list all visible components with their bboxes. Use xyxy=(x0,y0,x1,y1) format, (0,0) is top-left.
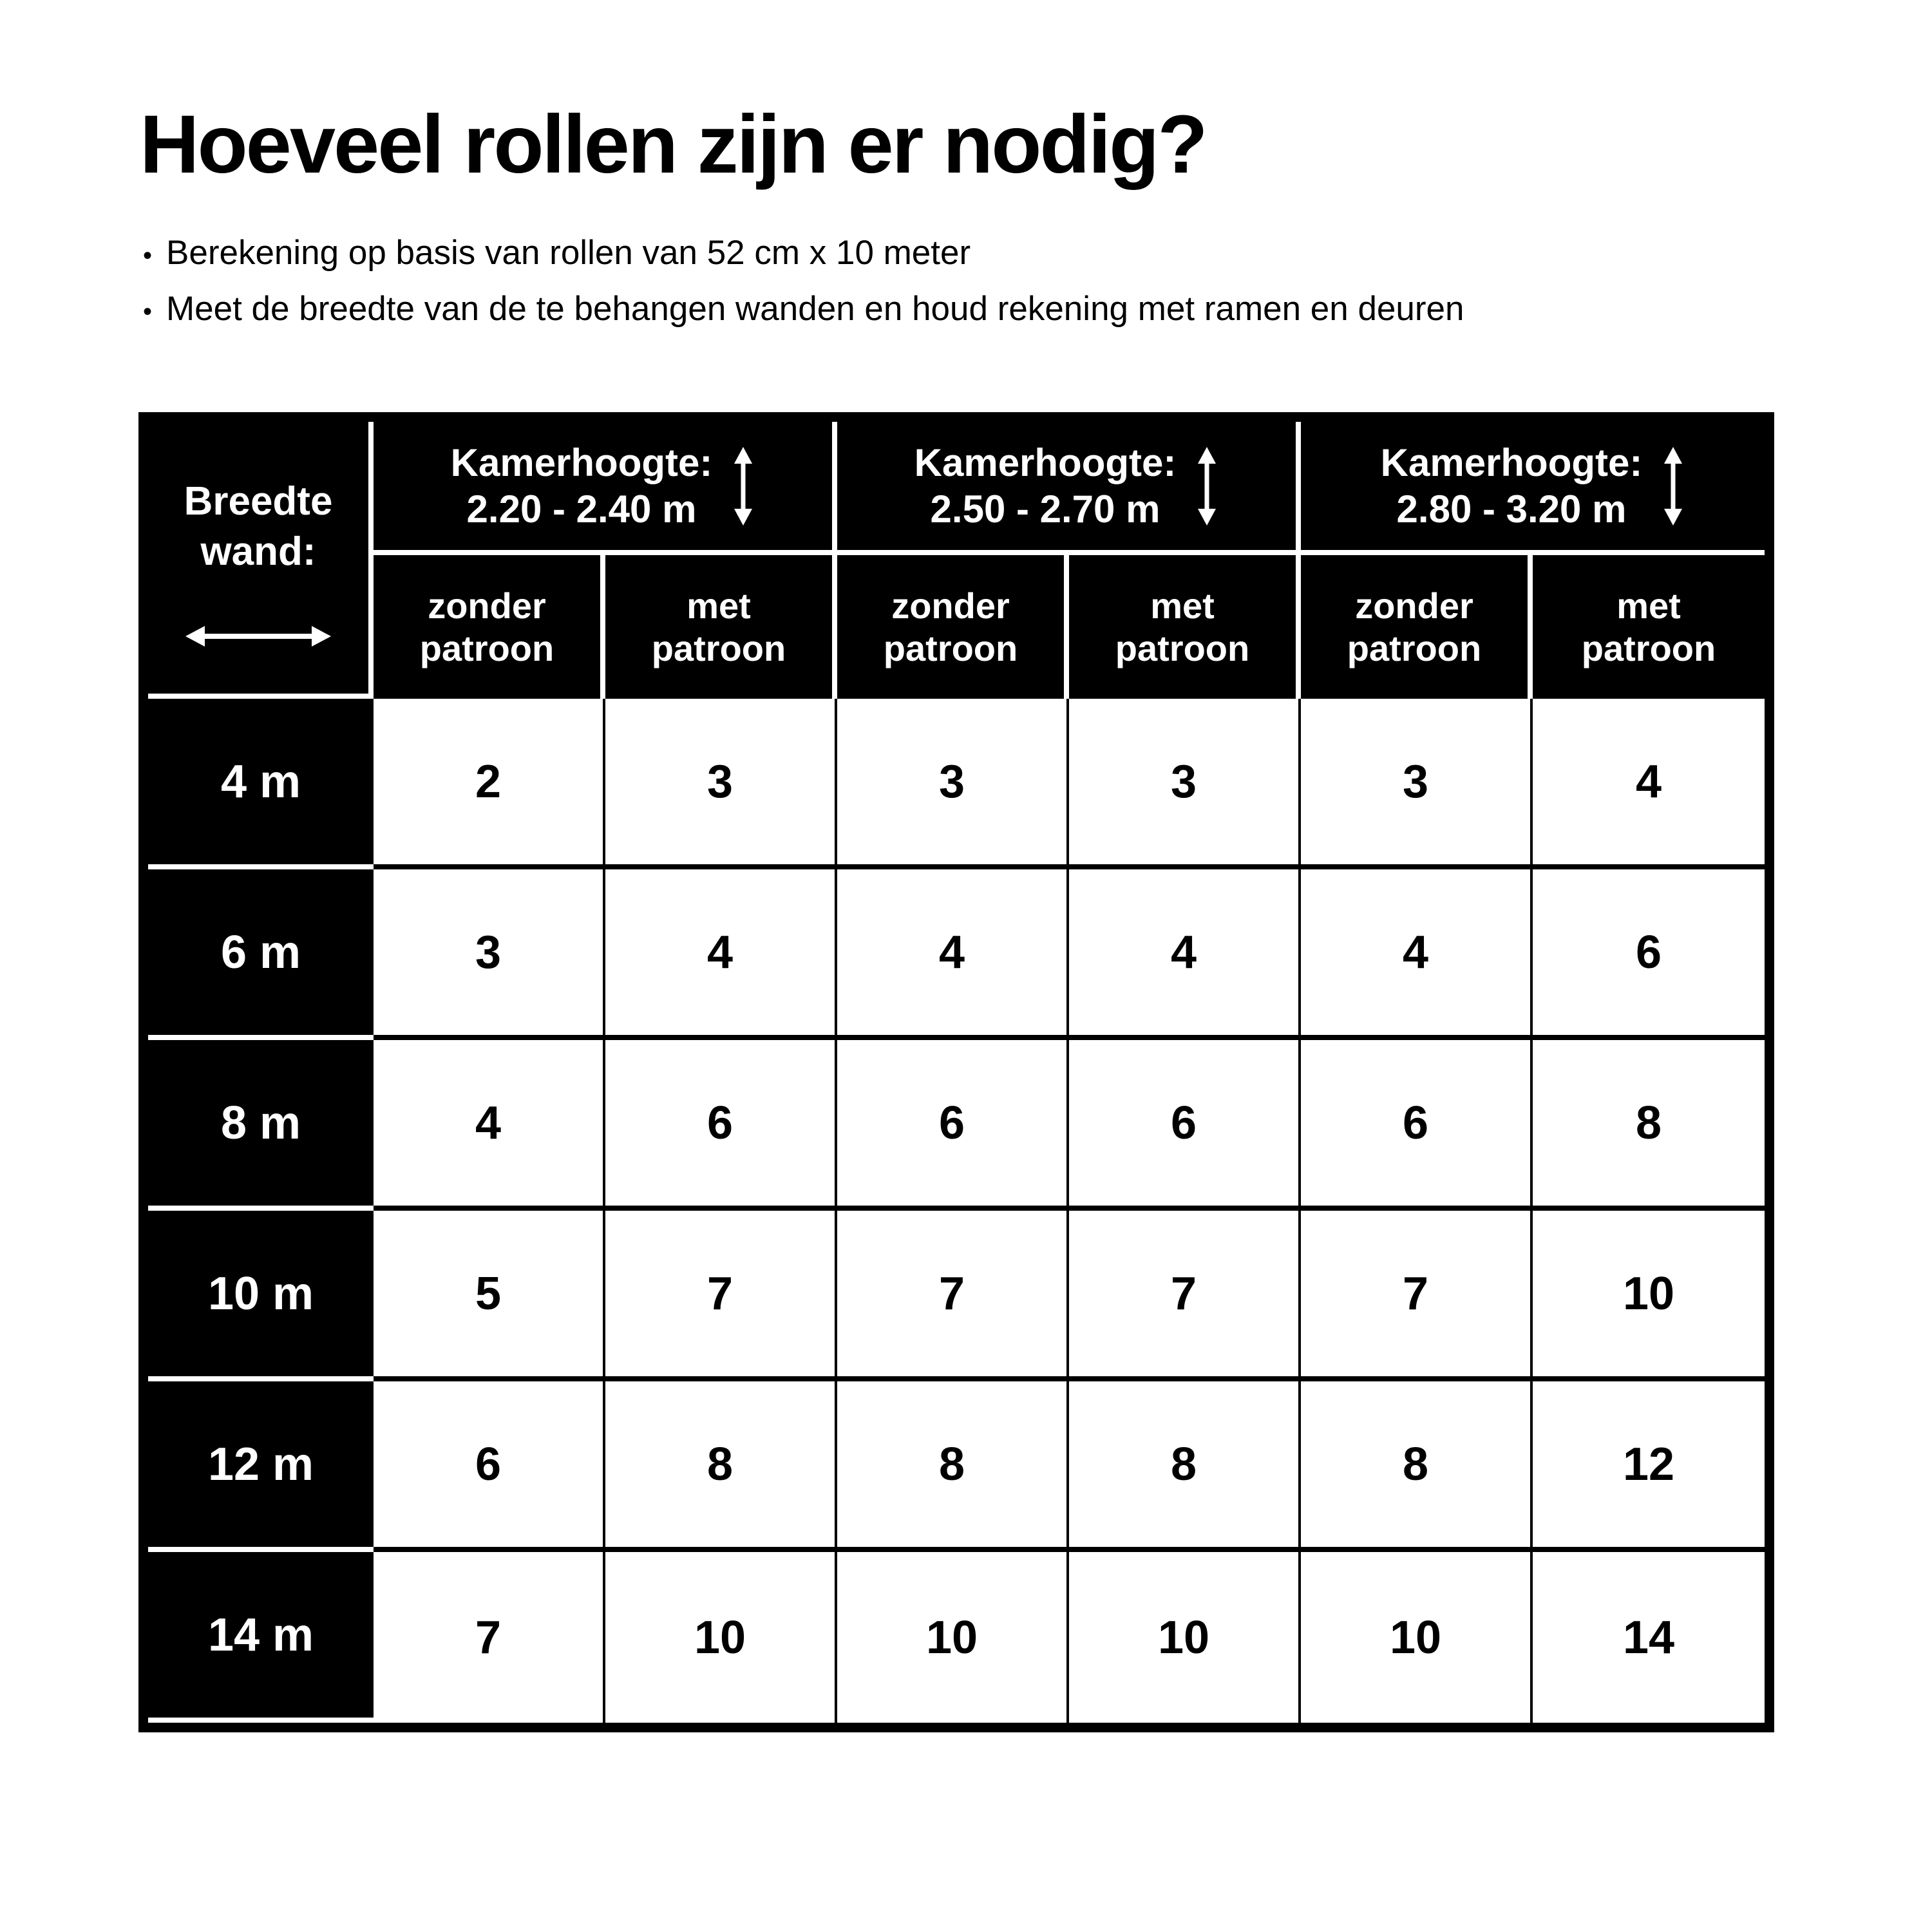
subcolumn-line1: met xyxy=(1150,585,1215,626)
value-cell: 10 xyxy=(1069,1552,1301,1723)
bullet-marker-icon: • xyxy=(143,242,153,270)
subcolumn-line1: met xyxy=(687,585,751,626)
group-header-text xyxy=(914,440,1177,533)
group-header-kamerhoogte-3 xyxy=(1301,422,1765,555)
value-cell: 5 xyxy=(374,1211,605,1381)
value-cell: 8 xyxy=(1069,1381,1301,1552)
group-range: 2.80 - 3.20 m xyxy=(1396,487,1627,531)
subcolumn-line2: patroon xyxy=(1115,627,1250,668)
value-cell: 6 xyxy=(374,1381,605,1552)
subcolumn-header-met-patroon xyxy=(1069,555,1301,699)
group-label: Kamerhoogte: xyxy=(914,440,1177,484)
group-header-text xyxy=(451,440,713,533)
value-cell: 10 xyxy=(1301,1552,1533,1723)
value-cell: 6 xyxy=(1069,1040,1301,1211)
bullet-text: Berekening op basis van rollen van 52 cm x 10 meter xyxy=(166,234,971,272)
value-cell: 4 xyxy=(374,1040,605,1211)
row-label: 10 m xyxy=(148,1211,374,1381)
value-cell: 6 xyxy=(605,1040,837,1211)
corner-header-breedte-wand xyxy=(148,422,374,699)
subcolumn-header-zonder-patroon xyxy=(837,555,1069,699)
value-cell: 4 xyxy=(837,869,1069,1040)
subcolumn-header-met-patroon xyxy=(1533,555,1765,699)
subcolumn-line2: patroon xyxy=(883,627,1018,668)
value-cell: 7 xyxy=(1069,1211,1301,1381)
value-cell: 14 xyxy=(1533,1552,1765,1723)
value-cell: 6 xyxy=(837,1040,1069,1211)
value-cell: 4 xyxy=(1301,869,1533,1040)
group-label: Kamerhoogte: xyxy=(1380,440,1643,484)
value-cell: 10 xyxy=(837,1552,1069,1723)
value-cell: 3 xyxy=(374,869,605,1040)
horizontal-double-arrow-icon xyxy=(185,623,331,649)
vertical-double-arrow-icon xyxy=(732,447,755,526)
value-cell: 7 xyxy=(837,1211,1069,1381)
subcolumn-header-zonder-patroon xyxy=(374,555,605,699)
subcolumn-line1: zonder xyxy=(428,585,546,626)
group-range: 2.20 - 2.40 m xyxy=(466,487,697,531)
bullet-item xyxy=(143,289,1464,345)
group-header-text xyxy=(1381,440,1643,533)
vertical-double-arrow-icon xyxy=(1195,447,1218,526)
rolls-needed-table xyxy=(138,412,1774,1732)
subcolumn-line2: patroon xyxy=(1347,627,1482,668)
subcolumn-header-zonder-patroon xyxy=(1301,555,1533,699)
bullet-list xyxy=(143,233,1464,345)
bullet-item xyxy=(143,233,1464,289)
bullet-text: Meet de breedte van de te behangen wanden en houd rekening met ramen en deuren xyxy=(166,290,1464,328)
value-cell: 8 xyxy=(1301,1381,1533,1552)
value-cell: 10 xyxy=(1533,1211,1765,1381)
value-cell: 4 xyxy=(1069,869,1301,1040)
corner-header-line2: wand: xyxy=(200,529,316,574)
value-cell: 3 xyxy=(1069,699,1301,869)
value-cell: 2 xyxy=(374,699,605,869)
value-cell: 6 xyxy=(1533,869,1765,1040)
value-cell: 3 xyxy=(837,699,1069,869)
subcolumn-line1: zonder xyxy=(891,585,1010,626)
subcolumn-line2: patroon xyxy=(419,627,554,668)
value-cell: 10 xyxy=(605,1552,837,1723)
subcolumn-header-met-patroon xyxy=(605,555,837,699)
value-cell: 7 xyxy=(1301,1211,1533,1381)
value-cell: 4 xyxy=(1533,699,1765,869)
value-cell: 7 xyxy=(374,1552,605,1723)
value-cell: 6 xyxy=(1301,1040,1533,1211)
value-cell: 4 xyxy=(605,869,837,1040)
value-cell: 7 xyxy=(605,1211,837,1381)
row-label: 6 m xyxy=(148,869,374,1040)
group-label: Kamerhoogte: xyxy=(450,440,713,484)
row-label: 12 m xyxy=(148,1381,374,1552)
subcolumn-line1: zonder xyxy=(1355,585,1473,626)
row-label: 4 m xyxy=(148,699,374,869)
page-title: Hoeveel rollen zijn er nodig? xyxy=(140,99,1206,191)
corner-header-line1: Breedte xyxy=(184,479,333,524)
vertical-double-arrow-icon xyxy=(1662,447,1685,526)
subcolumn-line2: patroon xyxy=(1581,627,1716,668)
row-label: 14 m xyxy=(148,1552,374,1723)
group-header-kamerhoogte-2 xyxy=(837,422,1301,555)
value-cell: 3 xyxy=(605,699,837,869)
bullet-marker-icon: • xyxy=(143,298,153,326)
subcolumn-line1: met xyxy=(1616,585,1681,626)
subcolumn-line2: patroon xyxy=(651,627,786,668)
value-cell: 8 xyxy=(605,1381,837,1552)
row-label: 8 m xyxy=(148,1040,374,1211)
value-cell: 12 xyxy=(1533,1381,1765,1552)
value-cell: 8 xyxy=(837,1381,1069,1552)
group-header-kamerhoogte-1 xyxy=(374,422,837,555)
value-cell: 8 xyxy=(1533,1040,1765,1211)
group-range: 2.50 - 2.70 m xyxy=(930,487,1160,531)
value-cell: 3 xyxy=(1301,699,1533,869)
